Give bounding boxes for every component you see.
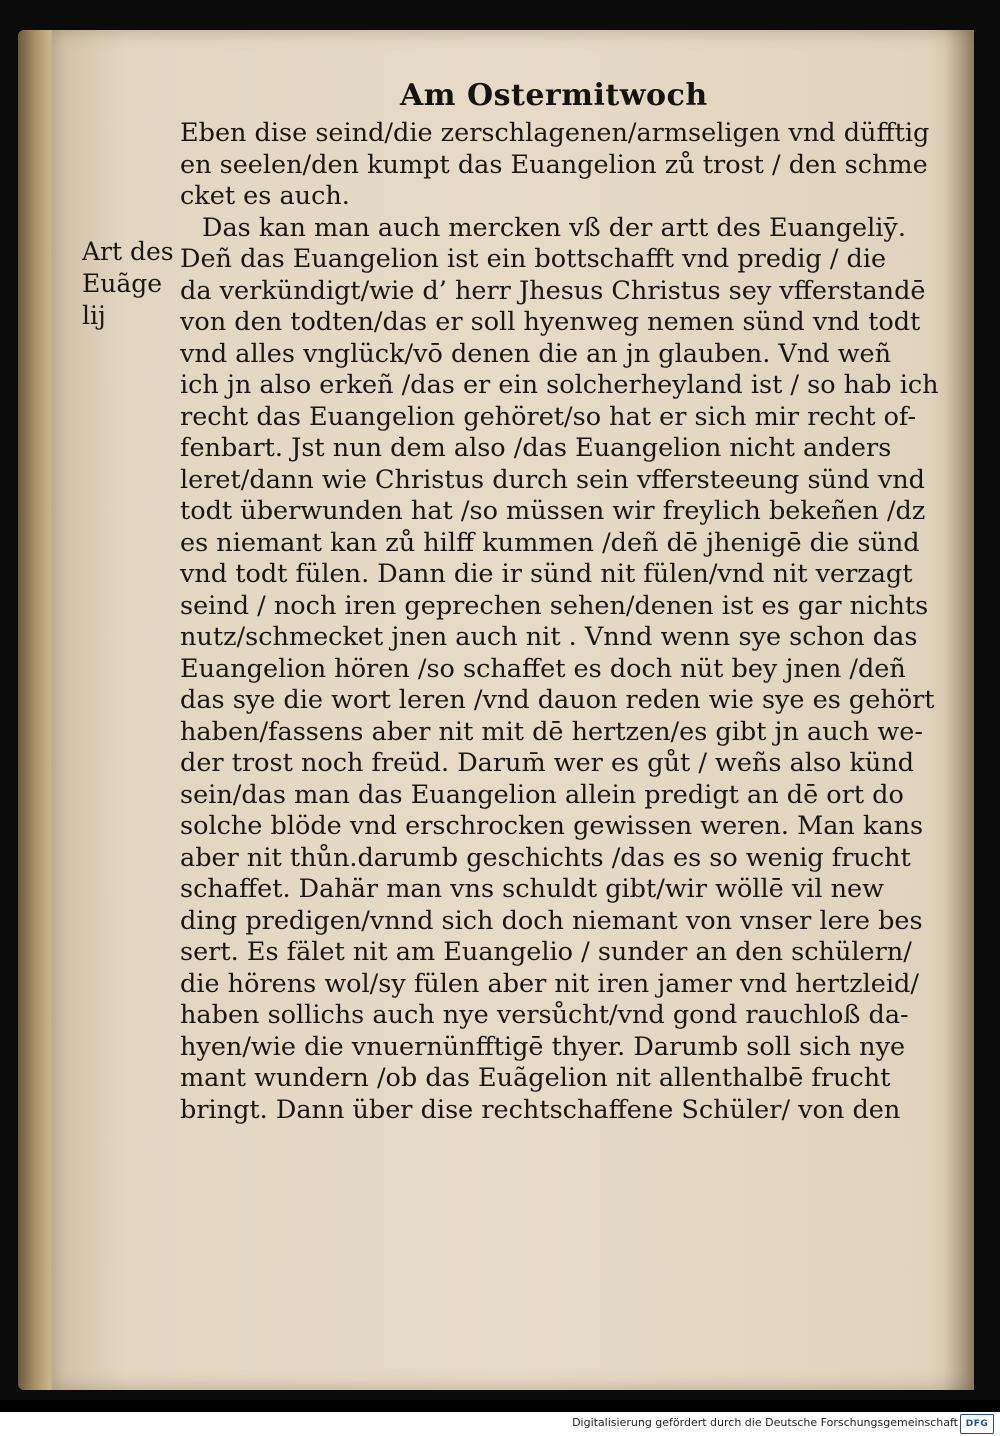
text-line: mant wundern /ob das Euãgelion nit allenthalbē frucht	[180, 1063, 891, 1093]
text-line: Euangelion hören /so schaffet es doch nüt bey jnen /deñ	[180, 653, 906, 684]
text-line: von den todten/das er soll hyenweg nemen sünd vnd todt	[180, 307, 921, 337]
text-line: recht das Euangelion gehöret/so hat er sich mir recht of-	[180, 401, 917, 432]
text-line: der trost noch freüd. Darum̄ wer es gůt / weñs also künd	[180, 748, 915, 778]
text-line: solche blöde vnd erschrocken gewissen weren. Man kans	[180, 811, 924, 841]
text-line: sein/das man das Euangelion allein predigt an dē ort do	[180, 779, 904, 810]
marginal-note-line: Art des	[82, 237, 174, 266]
text-line: es niemant kan zů hilff kummen /deñ dē jhenigē die sünd	[180, 527, 920, 558]
text-line: sert. Es fälet nit am Euangelio / sunder an den schülern/	[180, 937, 912, 967]
page-gutter-shadow	[944, 30, 974, 1390]
text-line: en seelen/den kumpt das Euangelion zů trost / den schme	[180, 149, 928, 180]
text-line: vnd alles vnglück/vō denen die an jn glauben. Vnd weñ	[180, 338, 892, 369]
text-line: bringt. Dann über dise rechtschaffene Schüler/ von den	[180, 1094, 901, 1125]
text-line: aber nit thůn.darumb geschichts /das es so wenig frucht	[180, 842, 911, 873]
text-line: cket es auch.	[180, 181, 350, 211]
text-line: Deñ das Euangelion ist ein bottschafft vnd predig / die	[180, 244, 887, 274]
text-line: schaffet. Dahär man vns schuldt gibt/wir wöllē vil new	[180, 874, 884, 904]
text-line: Das kan man auch mercken vß der artt des Euangeliȳ.	[202, 212, 906, 243]
text-line: da verkündigt/wie d’ herr Jhesus Christus sey vfferstandē	[180, 275, 926, 306]
text-line: Eben dise seind/die zerschlagenen/armseligen vnd düfftig	[180, 118, 930, 148]
text-line: haben/fassens aber nit mit dē hertzen/es gibt jn auch we-	[180, 716, 923, 747]
marginal-note-line: Euãge	[82, 269, 163, 298]
text-line: ding predigen/vnnd sich doch niemant von vnser lere bes	[180, 905, 923, 936]
dfg-logo: DFG	[960, 1414, 994, 1434]
text-line: leret/dann wie Christus durch sein vfferstееung sünd vnd	[180, 464, 925, 495]
footer-bar	[0, 1412, 1000, 1436]
marginal-note-line: lij	[82, 301, 106, 330]
text-line: seind / noch iren geprechen sehen/denen ist es gar nichts	[180, 590, 929, 621]
text-line: vnd todt fülen. Dann die ir sünd nit fülen/vnd nit verzagt	[180, 559, 913, 589]
text-line: nutz/schmecket jnen auch nit . Vnnd wenn sye schon das	[180, 622, 918, 652]
text-line: hyen/wie die vnuernünfftigē thyer. Darumb soll sich nye	[180, 1031, 906, 1062]
text-line: ich jn also erkeñ /das er ein solcherheyland ist / so hab ich	[180, 370, 939, 400]
body-text	[180, 118, 939, 1126]
running-header: Am Ostermitwoch	[400, 78, 708, 113]
text-line: todt überwunden hat /so müssen wir freylich bekeñen /dz	[180, 496, 926, 526]
text-line: die hörens wol/sy fülen aber nit iren jamer vnd hertzleid/	[180, 968, 919, 999]
text-line: fenbart. Jst nun dem also /das Euangelion nicht anders	[180, 433, 892, 463]
text-line: haben sollichs auch nye versůcht/vnd gond rauchloß da-	[180, 1000, 909, 1030]
text-line: das sye die wort leren /vnd dauon reden wie sye es gehört	[180, 685, 935, 715]
funding-credit: Digitalisierung gefördert durch die Deutsche Forschungsgemeinschaft	[572, 1416, 958, 1429]
marginal-note	[82, 236, 174, 332]
